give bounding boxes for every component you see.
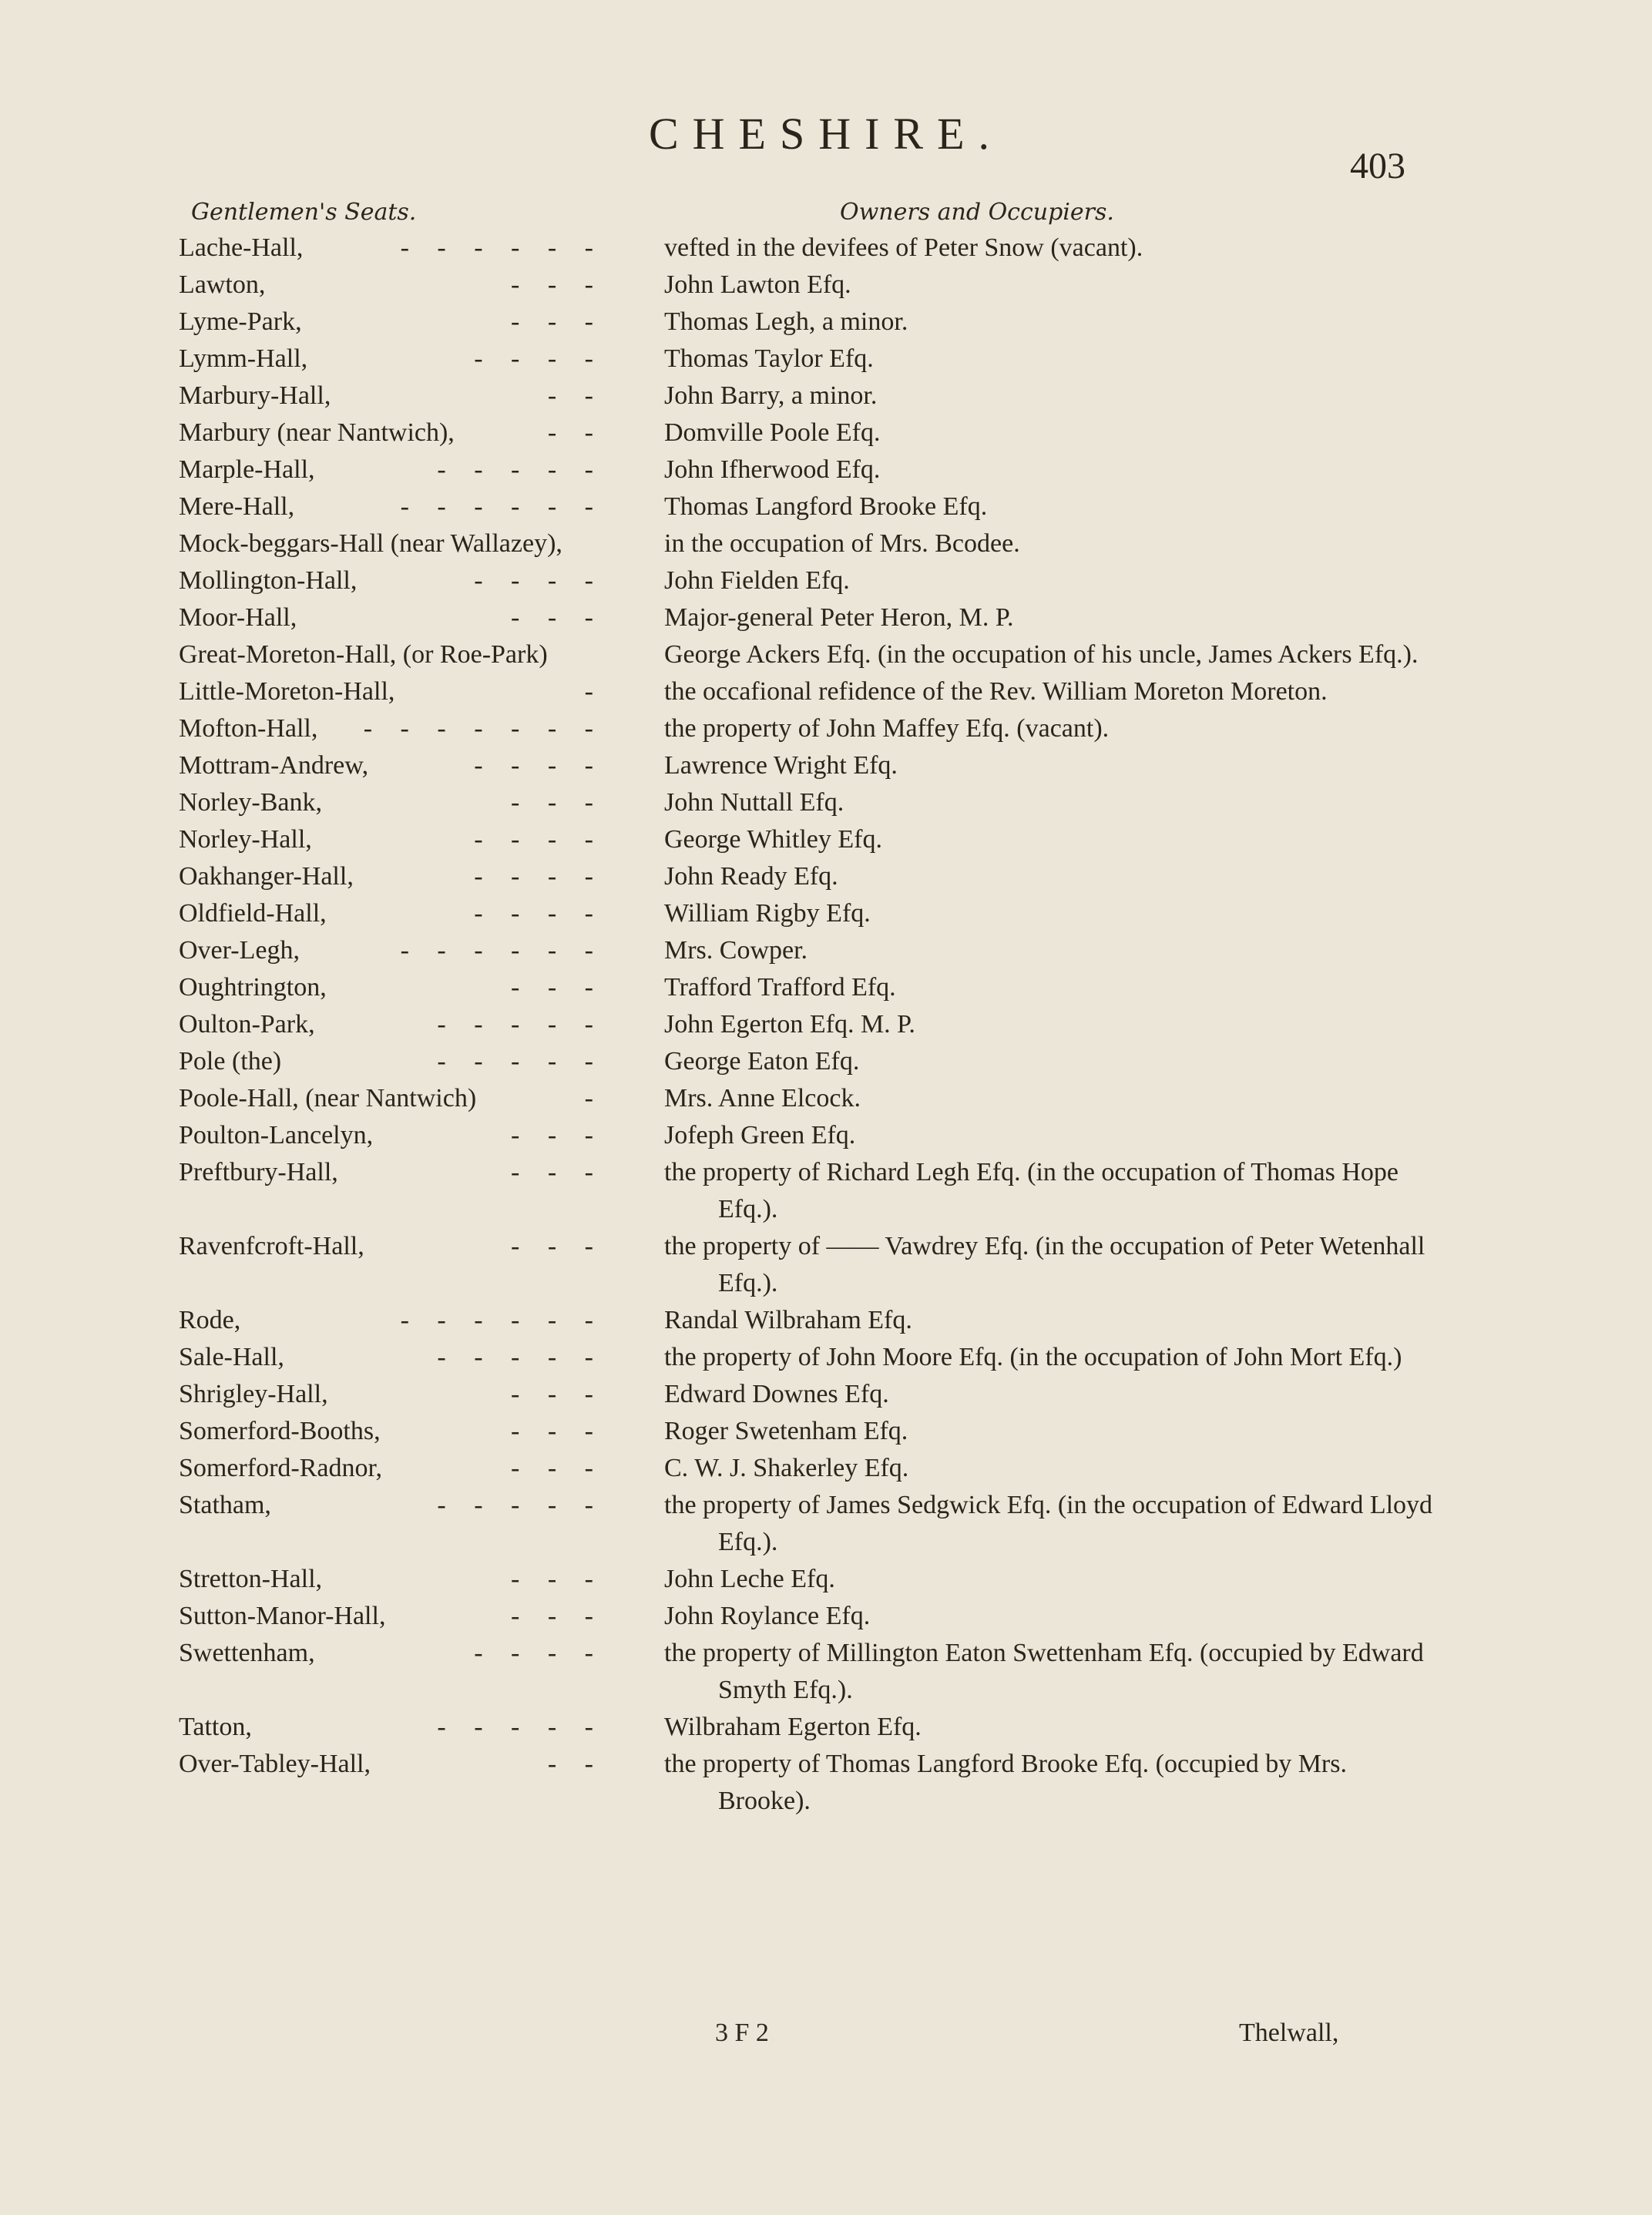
list-item: [0, 1339, 1652, 1376]
owner-occupier: Major-general Peter Heron, M. P.: [664, 603, 1014, 632]
leader-dashes: - - - - -: [437, 1047, 604, 1076]
seat-name: Mock-beggars-Hall (near Wallazey),: [179, 529, 562, 558]
owner-occupier: Thomas Legh, a minor.: [664, 307, 908, 336]
seats-list: [0, 230, 1652, 1820]
signature-mark: 3 F 2: [715, 2019, 769, 2047]
owner-occupier: John Nuttall Efq.: [664, 788, 844, 817]
list-item: [0, 1006, 1652, 1043]
leader-dashes: - - - -: [474, 566, 604, 595]
list-item: [0, 1487, 1652, 1561]
seat-name: Mollington-Hall,: [179, 566, 358, 595]
list-item: [0, 969, 1652, 1006]
seat-name: Over-Tabley-Hall,: [179, 1750, 371, 1778]
seat-name: Statham,: [179, 1491, 271, 1519]
column-header-owners: Owners and Occupiers.: [840, 199, 1114, 226]
list-item: [0, 895, 1652, 932]
seat-name: Lache-Hall,: [179, 233, 304, 262]
owner-occupier: Mrs. Anne Elcock.: [664, 1084, 861, 1113]
owner-occupier: John Roylance Efq.: [664, 1602, 871, 1630]
leader-dashes: - - - -: [474, 899, 604, 928]
seat-name: Poole-Hall, (near Nantwich): [179, 1084, 477, 1113]
leader-dashes: - - - - - -: [400, 1306, 604, 1334]
seat-name: Little-Moreton-Hall,: [179, 677, 395, 706]
owner-occupier: Edward Downes Efq.: [664, 1380, 889, 1408]
owner-occupier: William Rigby Efq.: [664, 899, 871, 928]
seat-name: Somerford-Radnor,: [179, 1454, 382, 1482]
list-item: [0, 1154, 1652, 1228]
owner-occupier: Roger Swetenham Efq.: [664, 1417, 908, 1445]
owner-occupier: Mrs. Cowper.: [664, 936, 808, 965]
list-item: [0, 267, 1652, 304]
seat-name: Oldfield-Hall,: [179, 899, 327, 928]
seat-name: Norley-Hall,: [179, 825, 312, 854]
leader-dashes: - - -: [511, 788, 604, 817]
list-item: [0, 378, 1652, 414]
owner-occupier: Randal Wilbraham Efq.: [664, 1306, 912, 1334]
list-item: [0, 304, 1652, 341]
owner-occupier: Wilbraham Egerton Efq.: [664, 1713, 922, 1741]
leader-dashes: - - - -: [474, 1639, 604, 1667]
seat-name: Sale-Hall,: [179, 1343, 284, 1371]
seat-name: Shrigley-Hall,: [179, 1380, 328, 1408]
list-item: [0, 784, 1652, 821]
owner-occupier: Domville Poole Efq.: [664, 418, 881, 447]
owner-occupier: the property of Richard Legh Efq. (in the occupation of Thomas Hope Efq.).: [664, 1158, 1398, 1223]
page-number: 403: [1350, 146, 1405, 186]
leader-dashes: - - - -: [474, 344, 604, 373]
owner-occupier: John Ready Efq.: [664, 862, 838, 891]
seat-name: Rode,: [179, 1306, 241, 1334]
leader-dashes: - - - - -: [437, 1491, 604, 1519]
owner-occupier: John Fielden Efq.: [664, 566, 850, 595]
leader-dashes: - - -: [511, 1232, 604, 1260]
seat-name: Sutton-Manor-Hall,: [179, 1602, 386, 1630]
owner-occupier: George Whitley Efq.: [664, 825, 882, 854]
seat-name: Ravenfcroft-Hall,: [179, 1232, 364, 1260]
seat-name: Oakhanger-Hall,: [179, 862, 354, 891]
owner-occupier: John Ifherwood Efq.: [664, 455, 881, 484]
leader-dashes: -: [584, 1084, 604, 1113]
leader-dashes: - - - - - -: [400, 936, 604, 965]
page-footer: [0, 2019, 1652, 2065]
leader-dashes: - - -: [511, 1602, 604, 1630]
seat-name: Tatton,: [179, 1713, 252, 1741]
seat-name: Oughtrington,: [179, 973, 327, 1002]
seat-name: Great-Moreton-Hall, (or Roe-Park): [179, 640, 548, 669]
seat-name: Somerford-Booths,: [179, 1417, 381, 1445]
owner-occupier: John Barry, a minor.: [664, 381, 878, 410]
seat-name: Over-Legh,: [179, 936, 300, 965]
list-item: [0, 451, 1652, 488]
list-item: [0, 636, 1652, 673]
owner-occupier: C. W. J. Shakerley Efq.: [664, 1454, 909, 1482]
list-item: [0, 562, 1652, 599]
list-item: [0, 488, 1652, 525]
seat-name: Lyme-Park,: [179, 307, 302, 336]
list-item: [0, 1043, 1652, 1080]
leader-dashes: - - - - - -: [400, 492, 604, 521]
leader-dashes: - - - - -: [437, 455, 604, 484]
seat-name: Poulton-Lancelyn,: [179, 1121, 374, 1149]
list-item: [0, 1635, 1652, 1709]
list-item: [0, 1598, 1652, 1635]
seat-name: Oulton-Park,: [179, 1010, 315, 1039]
leader-dashes: - - -: [511, 1158, 604, 1186]
owner-occupier: the property of John Maffey Efq. (vacant).: [664, 714, 1110, 743]
owner-occupier: the occafional refidence of the Rev. William Moreton Moreton.: [664, 677, 1328, 706]
list-item: [0, 858, 1652, 895]
list-item: [0, 1228, 1652, 1302]
leader-dashes: - - -: [511, 603, 604, 632]
list-item: [0, 414, 1652, 451]
owner-occupier: George Eaton Efq.: [664, 1047, 860, 1076]
list-item: [0, 525, 1652, 562]
owner-occupier: in the occupation of Mrs. Bcodee.: [664, 529, 1020, 558]
seat-name: Marple-Hall,: [179, 455, 315, 484]
list-item: [0, 932, 1652, 969]
leader-dashes: - - -: [511, 1454, 604, 1482]
owner-occupier: John Lawton Efq.: [664, 270, 851, 299]
list-item: [0, 341, 1652, 378]
leader-dashes: - - -: [511, 270, 604, 299]
owner-occupier: the property of Millington Eaton Swettenham Efq. (occupied by Edward Smyth Efq.).: [664, 1639, 1424, 1704]
list-item: [0, 1746, 1652, 1820]
seat-name: Lymm-Hall,: [179, 344, 308, 373]
seat-name: Lawton,: [179, 270, 266, 299]
list-item: [0, 599, 1652, 636]
owner-occupier: John Egerton Efq. M. P.: [664, 1010, 915, 1039]
owner-occupier: the property of Thomas Langford Brooke Efq. (occupied by Mrs. Brooke).: [664, 1750, 1347, 1815]
list-item: [0, 1117, 1652, 1154]
leader-dashes: - - - - -: [437, 1713, 604, 1741]
column-header-seats: Gentlemen's Seats.: [191, 199, 417, 226]
list-item: [0, 1080, 1652, 1117]
list-item: [0, 1302, 1652, 1339]
leader-dashes: - - -: [511, 973, 604, 1002]
leader-dashes: - - -: [511, 307, 604, 336]
seat-name: Norley-Bank,: [179, 788, 323, 817]
column-headers: [0, 199, 1652, 230]
leader-dashes: - - - - -: [437, 1343, 604, 1371]
seat-name: Preftbury-Hall,: [179, 1158, 338, 1186]
owner-occupier: the property of —— Vawdrey Efq. (in the occupation of Peter Wetenhall Efq.).: [664, 1232, 1425, 1297]
leader-dashes: -: [584, 677, 604, 706]
seat-name: Marbury-Hall,: [179, 381, 331, 410]
list-item: [0, 1413, 1652, 1450]
list-item: [0, 710, 1652, 747]
owner-occupier: John Leche Efq.: [664, 1565, 835, 1593]
seat-name: Swettenham,: [179, 1639, 315, 1667]
owner-occupier: George Ackers Efq. (in the occupation of his uncle, James Ackers Efq.).: [664, 640, 1419, 669]
list-item: [0, 1709, 1652, 1746]
owner-occupier: the property of John Moore Efq. (in the occupation of John Mort Efq.): [664, 1343, 1402, 1371]
leader-dashes: - - -: [511, 1121, 604, 1149]
owner-occupier: the property of James Sedgwick Efq. (in the occupation of Edward Lloyd Efq.).: [664, 1491, 1433, 1556]
catchword: Thelwall,: [1239, 2019, 1339, 2047]
owner-occupier: vefted in the devifees of Peter Snow (vacant).: [664, 233, 1143, 262]
owner-occupier: Thomas Langford Brooke Efq.: [664, 492, 988, 521]
leader-dashes: - - - -: [474, 825, 604, 854]
seat-name: Pole (the): [179, 1047, 282, 1076]
seat-name: Mofton-Hall,: [179, 714, 318, 743]
list-item: [0, 1376, 1652, 1413]
leader-dashes: - - - - - - -: [363, 714, 604, 743]
leader-dashes: - - -: [511, 1380, 604, 1408]
list-item: [0, 1561, 1652, 1598]
seat-name: Marbury (near Nantwich),: [179, 418, 455, 447]
seat-name: Moor-Hall,: [179, 603, 297, 632]
seat-name: Mere-Hall,: [179, 492, 295, 521]
running-head: CHESHIRE.: [648, 109, 1004, 159]
list-item: [0, 230, 1652, 267]
leader-dashes: - - -: [511, 1565, 604, 1593]
leader-dashes: - -: [547, 381, 604, 410]
owner-occupier: Thomas Taylor Efq.: [664, 344, 874, 373]
owner-occupier: Trafford Trafford Efq.: [664, 973, 896, 1002]
owner-occupier: Lawrence Wright Efq.: [664, 751, 898, 780]
seat-name: Mottram-Andrew,: [179, 751, 369, 780]
leader-dashes: - - - - - -: [400, 233, 604, 262]
seat-name: Stretton-Hall,: [179, 1565, 323, 1593]
leader-dashes: - -: [547, 1750, 604, 1778]
owner-occupier: Jofeph Green Efq.: [664, 1121, 856, 1149]
list-item: [0, 673, 1652, 710]
list-item: [0, 821, 1652, 858]
leader-dashes: - - - - -: [437, 1010, 604, 1039]
list-item: [0, 747, 1652, 784]
list-item: [0, 1450, 1652, 1487]
leader-dashes: - - -: [511, 1417, 604, 1445]
leader-dashes: - -: [547, 418, 604, 447]
leader-dashes: - - - -: [474, 751, 604, 780]
leader-dashes: - - - -: [474, 862, 604, 891]
